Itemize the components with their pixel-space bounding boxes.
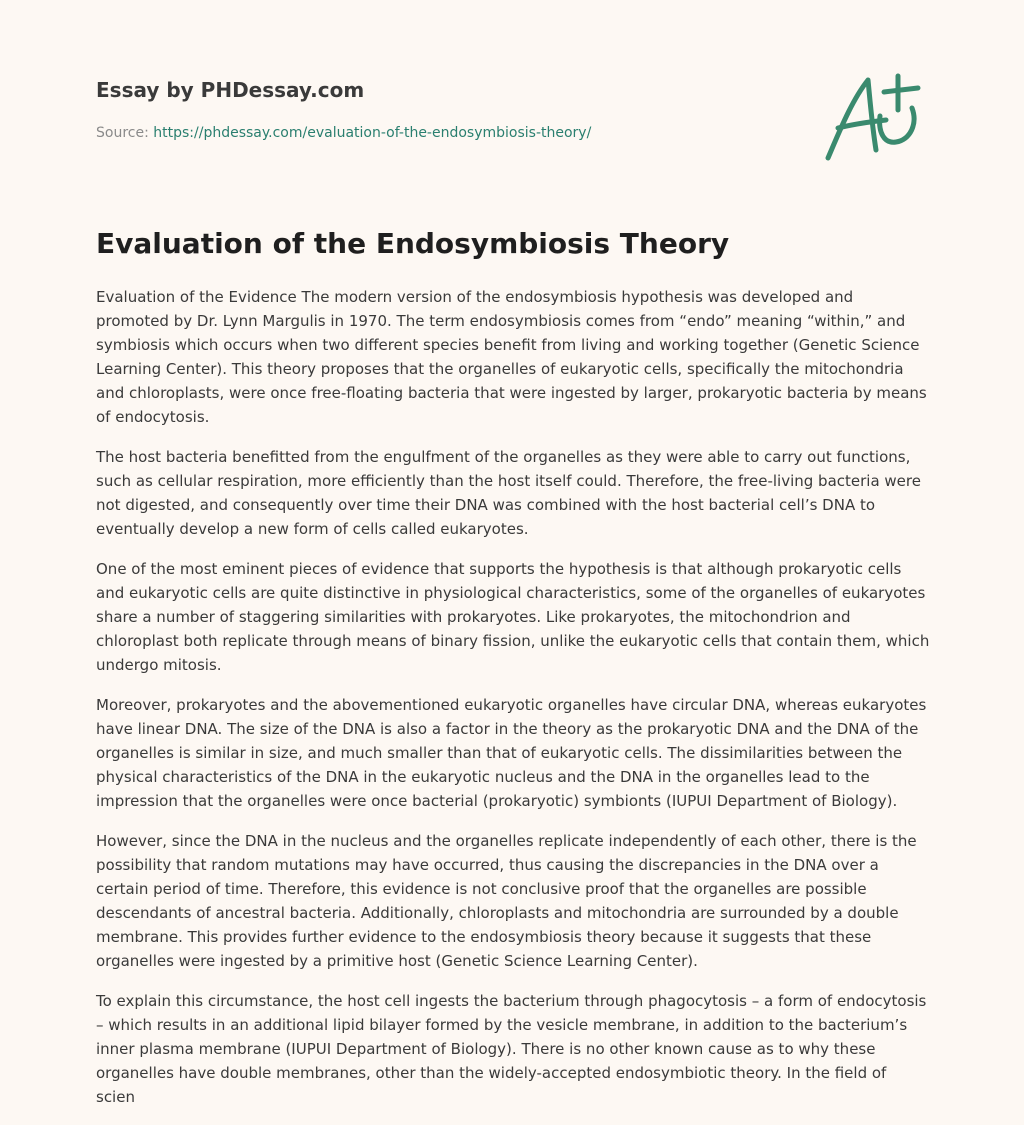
site-title: Essay by PHDessay.com [96,78,365,102]
source-line [96,124,591,142]
article-body [96,285,930,1125]
article-title: Evaluation of the Endosymbiosis Theory [96,227,730,260]
article-paragraph: One of the most eminent pieces of evidence that supports the hypothesis is that although prokaryotic cells and eukaryotic cells are quite distinctive in physiological characteristics, some of the organelles of eukaryotes share a number of staggering similarities with prokaryotes. Like prokaryotes, the mitochondrion and chloroplast both replicate through means of binary fission, unlike the eukaryotic cells that contain them, which undergo mitosis. [96,560,930,674]
a-plus-logo-icon [822,70,926,164]
article-paragraph: However, since the DNA in the nucleus and the organelles replicate independently of each other, there is the possibility that random mutations may have occurred, thus causing the discrepancies in the DNA over a certain period of time. Therefore, this evidence is not conclusive proof that the organelles are possible descendants of ancestral bacteria. Additionally, chloroplasts and mitochondria are surrounded by a double membrane. This provides further evidence to the endosymbiosis theory because it suggests that these organelles were ingested by a primitive host (Genetic Science Learning Center). [96,832,917,970]
site-header [96,78,796,102]
article-paragraph: Evaluation of the Evidence The modern version of the endosymbiosis hypothesis was developed and promoted by Dr. Lynn Margulis in 1970. The term endosymbiosis comes from “endo” meaning “within,” and symbiosis which occurs when two different species benefit from living and working together (Genetic Science Learning Center). This theory proposes that the organelles of eukaryotic cells, specifically the mitochondria and chloroplasts, were once free-floating bacteria that were ingested by larger, prokaryotic bacteria by means of endocytosis. [96,288,927,426]
article-paragraph: To explain this circumstance, the host cell ingests the bacterium through phagocytosis – a form of endocytosis – which results in an additional lipid bilayer formed by the vesicle membrane, in addition to the bacterium’s inner plasma membrane (IUPUI Department of Biology). There is no other known cause as to why these organelles have double membranes, other than the widely-accepted endosymbiotic theory. In the field of scien [96,992,927,1106]
article-paragraph: The host bacteria benefitted from the engulfment of the organelles as they were able to carry out functions, such as cellular respiration, more efficiently than the host itself could. Therefore, the free-living bacteria were not digested, and consequently over time their DNA was combined with the host bacterial cell’s DNA to eventually develop a new form of cells called eukaryotes. [96,448,921,538]
source-link[interactable]: https://phdessay.com/evaluation-of-the-endosymbiosis-theory/ [153,125,592,141]
source-label: Source: [96,125,149,141]
article-paragraph: Moreover, prokaryotes and the abovementioned eukaryotic organelles have circular DNA, whereas eukaryotes have linear DNA. The size of the DNA is also a factor in the theory as the prokaryotic DNA and the DNA of the organelles is similar in size, and much smaller than that of eukaryotic cells. The dissimilarities between the physical characteristics of the DNA in the eukaryotic nucleus and the DNA in the organelles lead to the impression that the organelles were once bacterial (prokaryotic) symbionts (IUPUI Department of Biology). [96,696,927,810]
